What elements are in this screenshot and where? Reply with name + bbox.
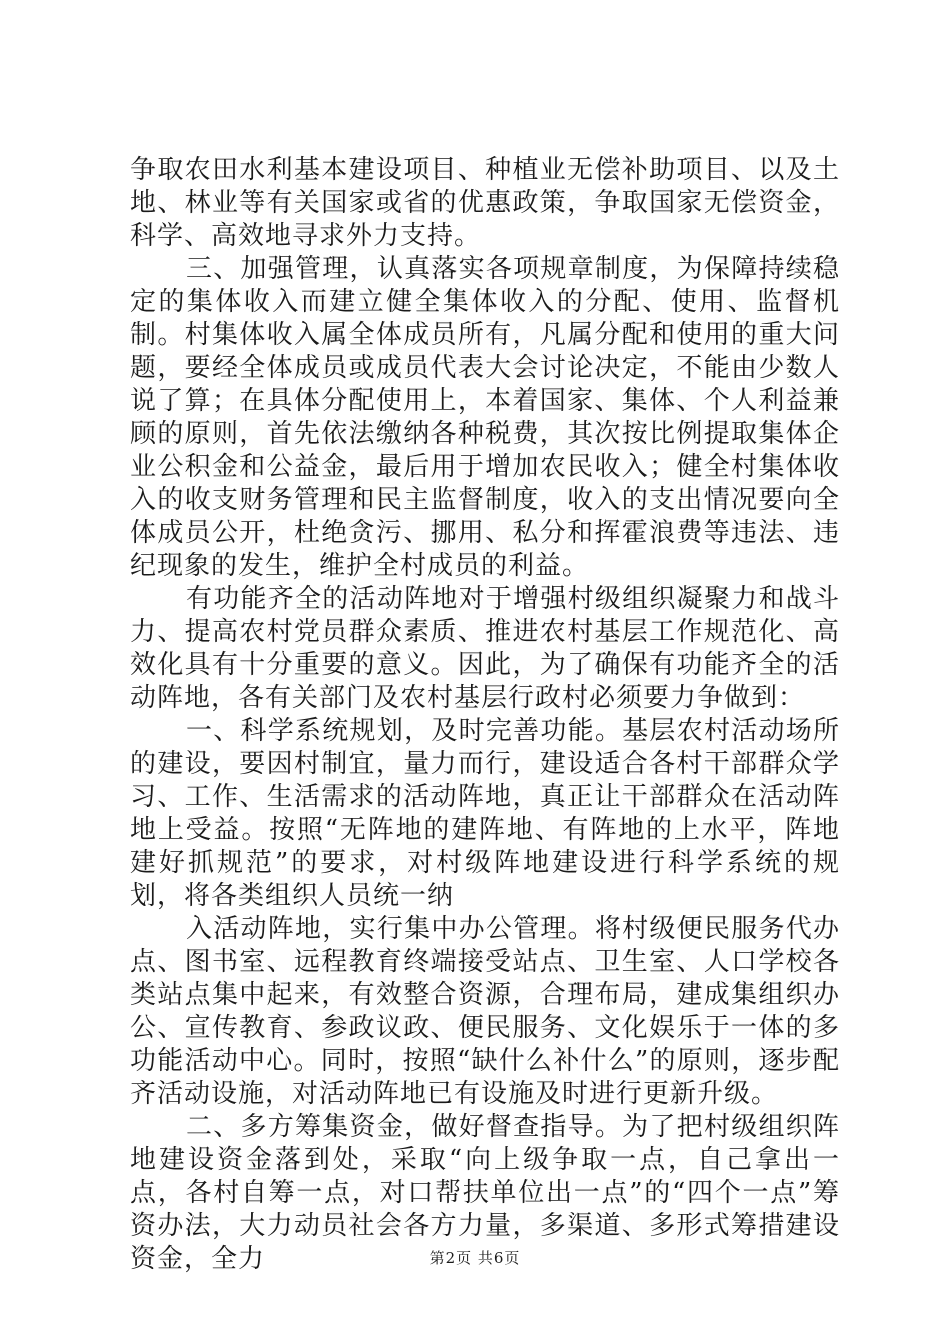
paragraph-5: 入活动阵地，实行集中办公管理。将村级便民服务代办点、图书室、远程教育终端接受站点、卫生室、人口学校各类站点集中起来，有效整合资源，合理布局，建成集组织办公、宣传教育、参政议政、便民服务、文化娱乐于一体的多功能活动中心。同时，按照“缺什么补什么”的原则，逐步配齐活动设施，对活动阵地已有设施及时进行更新升级。 <box>130 914 840 1109</box>
paragraph-1: 争取农田水利基本建设项目、种植业无偿补助项目、以及土地、林业等有关国家或省的优惠政策，争取国家无偿资金，科学、高效地寻求外力支持。 <box>130 155 840 251</box>
paragraph-6: 二、多方筹集资金，做好督查指导。为了把村级组织阵地建设资金落到处，采取“向上级争取一点，自己拿出一点，各村自筹一点，对口帮扶单位出一点”的“四个一点”筹资办法，大力动员社会各方力量，多渠道、多形式筹措建设资金，全力 <box>130 1112 840 1274</box>
paragraph-2: 三、加强管理，认真落实各项规章制度，为保障持续稳定的集体收入而建立健全集体收入的分配、使用、监督机制。村集体收入属全体成员所有，凡属分配和使用的重大问题，要经全体成员或成员代表大会讨论决定，不能由少数人说了算；在具体分配使用上，本着国家、集体、个人利益兼顾的原则，首先依法缴纳各种税费，其次按比例提取集体企业公积金和公益金，最后用于增加农民收入；健全村集体收入的收支财务管理和民主监督制度，收入的支出情况要向全体成员公开，杜绝贪污、挪用、私分和挥霍浪费等违法、违纪现象的发生，维护全村成员的利益。 <box>130 254 840 581</box>
paragraph-4: 一、科学系统规划，及时完善功能。基层农村活动场所的建设，要因村制宜，量力而行，建设适合各村干部群众学习、工作、生活需求的活动阵地，真正让干部群众在活动阵地上受益。按照“无阵地的建阵地、有阵地的上水平，阵地建好抓规范”的要求，对村级阵地建设进行科学系统的规划，将各类组织人员统一纳 <box>130 716 840 911</box>
document-body <box>130 154 840 1276</box>
paragraph-3: 有功能齐全的活动阵地对于增强村级组织凝聚力和战斗力、提高农村党员群众素质、推进农村基层工作规范化、高效化具有十分重要的意义。因此，为了确保有功能齐全的活动阵地，各有关部门及农村基层行政村必须要力争做到： <box>130 584 840 713</box>
page-number-footer: 第2页 共6页 <box>429 1249 521 1267</box>
